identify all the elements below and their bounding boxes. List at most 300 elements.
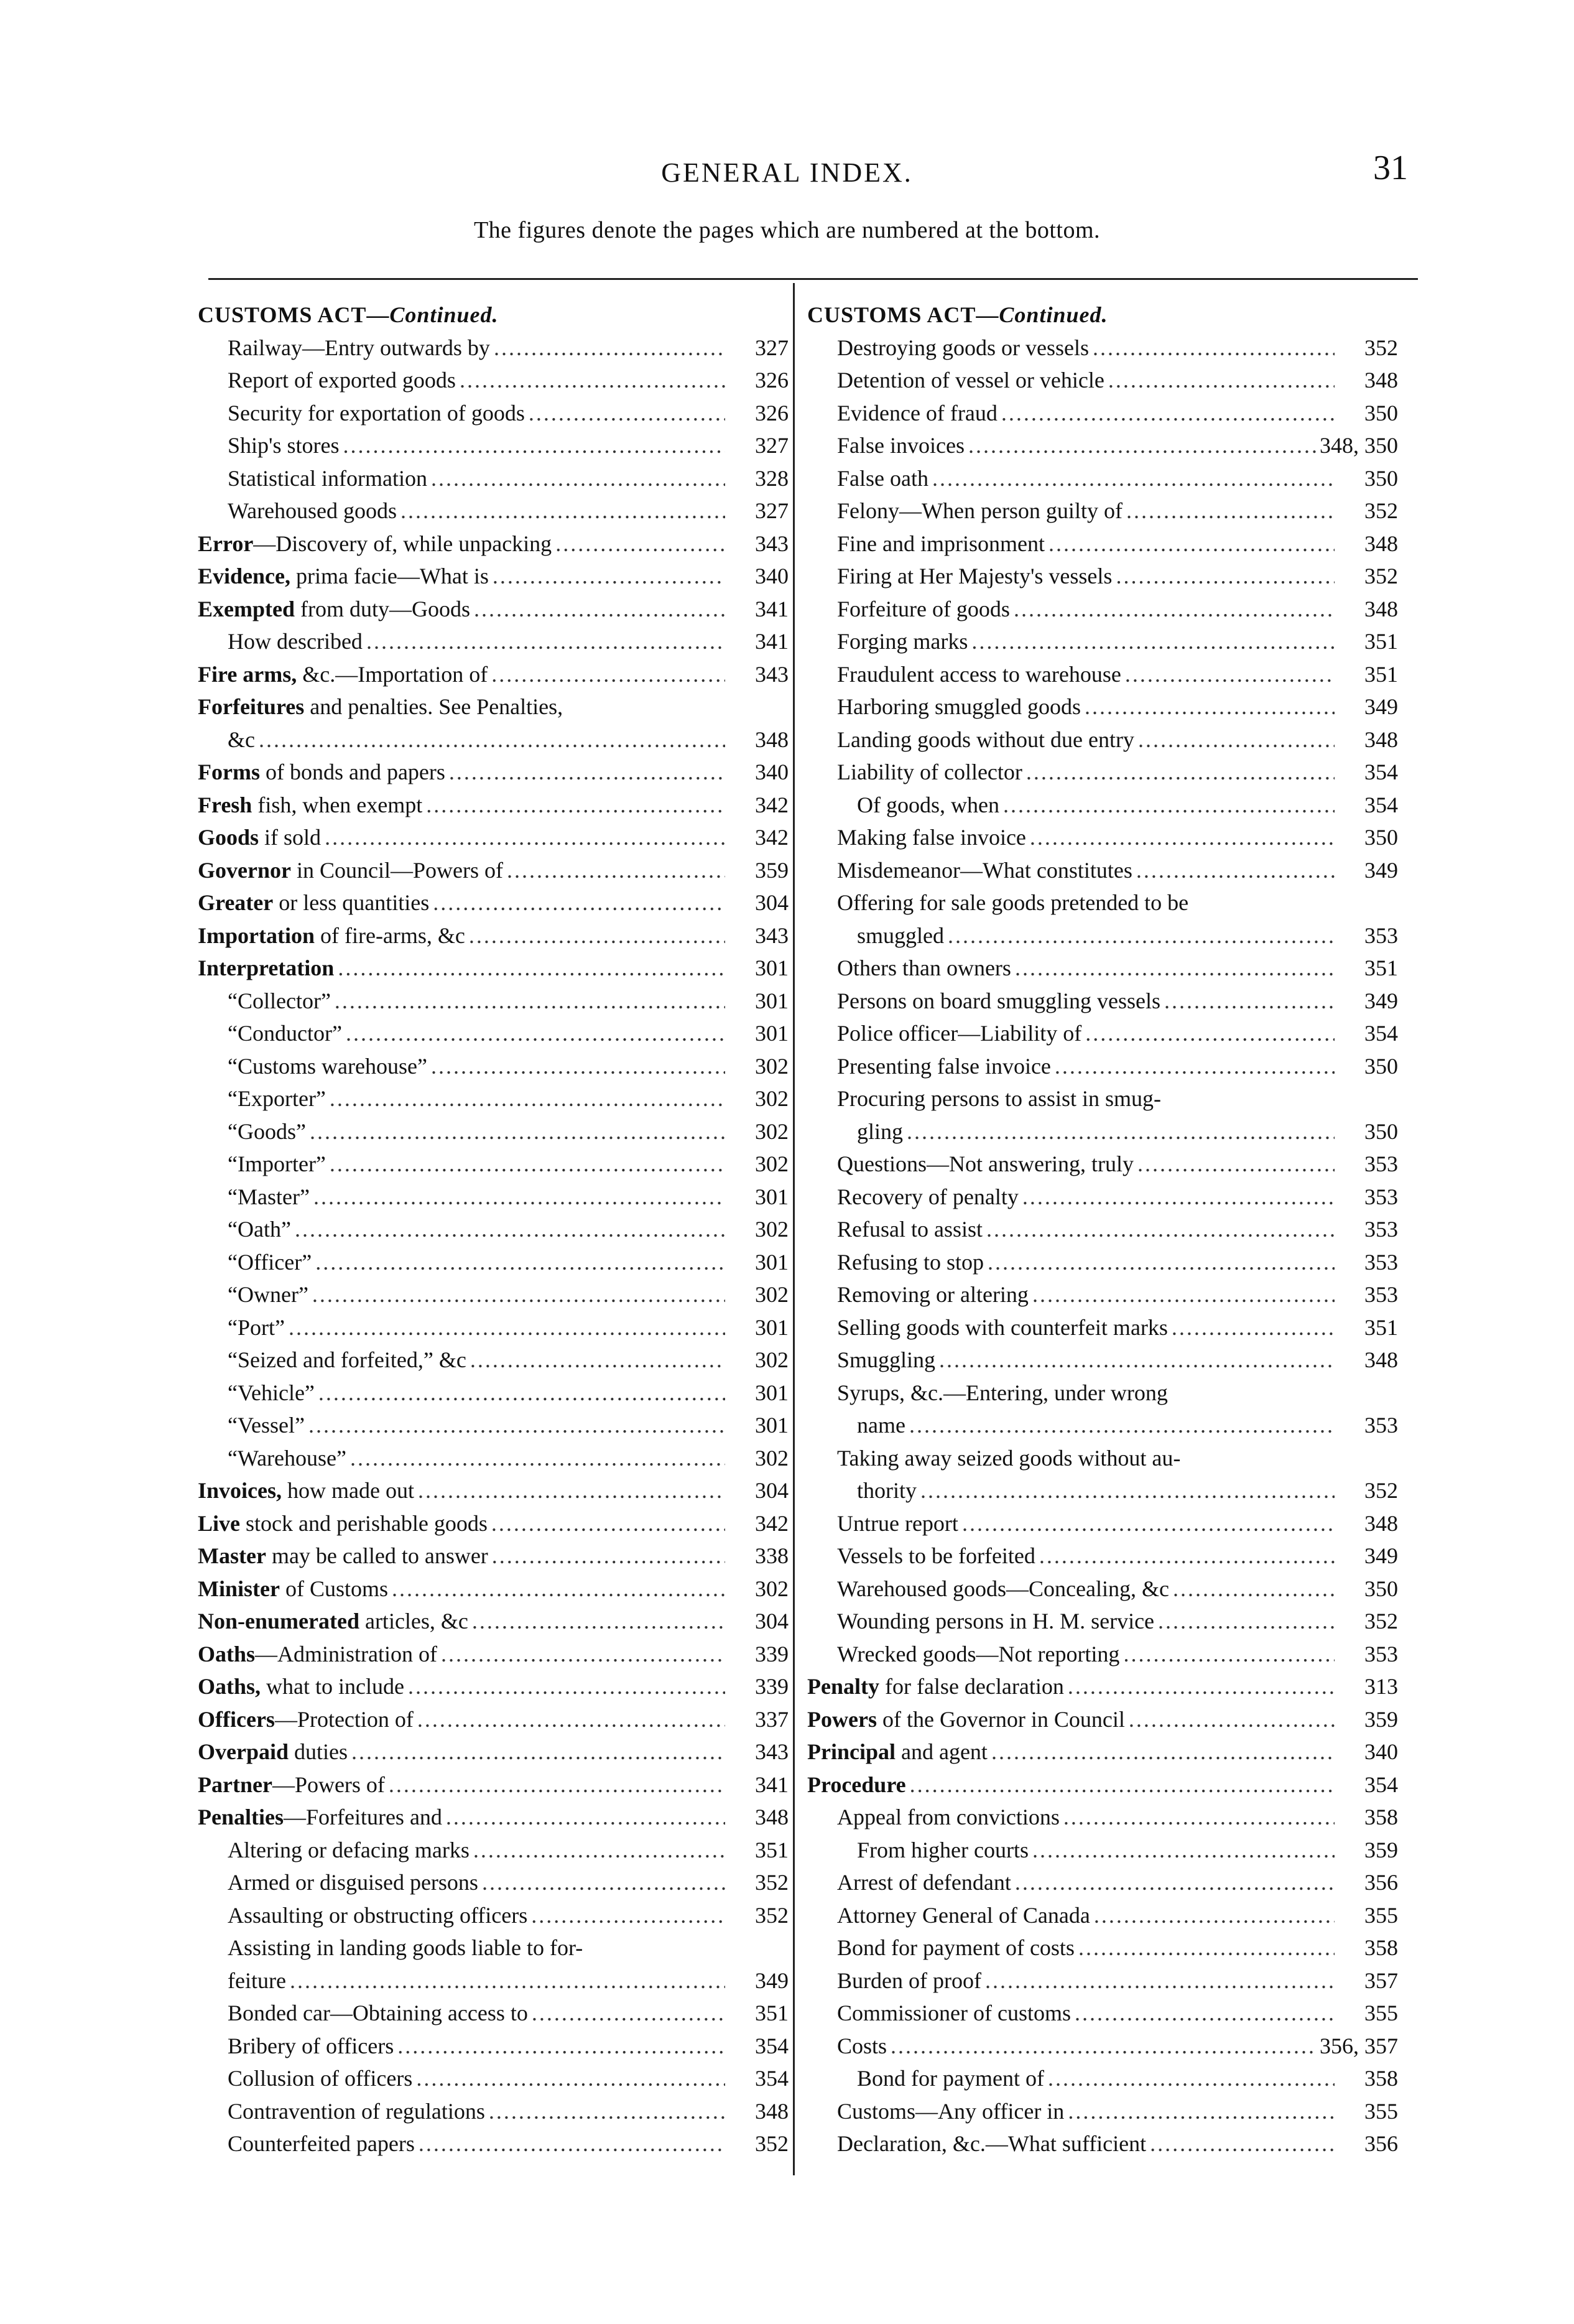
index-entry [807, 886, 1398, 919]
entry-page-number: 301 [755, 1184, 789, 1209]
entry-label: Bonded car—Obtaining access to [228, 2001, 528, 2025]
dot-leader [310, 1115, 725, 1148]
entry-keyword: Governor [198, 857, 291, 883]
entry-page-number: 349 [1364, 1543, 1398, 1568]
entry-page-number: 359 [1364, 1706, 1398, 1732]
index-entry [198, 397, 789, 430]
entry-page-number: 340 [1364, 1739, 1398, 1764]
entry-label: Report of exported goods [228, 368, 456, 393]
entry-text [198, 821, 321, 854]
dot-leader [1022, 1181, 1335, 1214]
entry-page-number: 349 [1364, 988, 1398, 1013]
entry-label: Wounding persons in H. M. service [837, 1609, 1155, 1634]
entry-text [837, 854, 1132, 887]
entry-text [198, 1573, 388, 1606]
entry-label: “Vehicle” [228, 1380, 315, 1405]
dot-leader [968, 429, 1316, 462]
entry-text [837, 1540, 1035, 1573]
entry-label: of bonds and papers [259, 760, 445, 784]
entry-keyword: Evidence, [198, 564, 290, 588]
entry-keyword: Forfeitures [198, 694, 305, 719]
entry-text [837, 462, 928, 495]
index-entry [807, 1278, 1398, 1311]
index-entry [198, 2127, 789, 2160]
index-entry [807, 854, 1398, 887]
index-entry [807, 560, 1398, 593]
entry-page-number: 354 [755, 2033, 789, 2058]
entry-page-number: 351 [755, 1837, 789, 1862]
entry-text [837, 593, 1010, 626]
entry-keyword: Oaths, [198, 1674, 261, 1699]
entry-text [228, 2095, 485, 2128]
index-entry [198, 690, 789, 723]
dot-leader [489, 2095, 725, 2128]
index-entry [198, 528, 789, 560]
entry-page-number: 302 [755, 1347, 789, 1372]
index-entry [198, 756, 789, 789]
dot-leader [419, 2127, 725, 2160]
entry-label: Destroying goods or vessels [837, 335, 1089, 360]
entry-page-number: 352 [755, 1902, 789, 1928]
entry-text [228, 1442, 346, 1475]
index-entry [198, 1181, 789, 1214]
entry-text [198, 854, 503, 887]
dot-leader [1078, 1931, 1335, 1964]
entry-page-number: 351 [755, 2001, 789, 2025]
index-entry [807, 2127, 1398, 2160]
index-entry [807, 1605, 1398, 1638]
entry-label: Selling goods with counterfeit marks [837, 1314, 1168, 1340]
index-entry [198, 1931, 789, 1964]
dot-leader [350, 1442, 725, 1475]
entry-label: of fire-arms, &c [315, 923, 465, 948]
index-entry [807, 2030, 1398, 2063]
entry-text [228, 1311, 285, 1344]
index-entry [198, 1148, 789, 1181]
entry-page-number: 343 [755, 661, 789, 687]
entry-page-number: 354 [1364, 760, 1398, 784]
index-entry [807, 1050, 1398, 1083]
entry-label: Collusion of officers [228, 2066, 413, 2091]
entry-page-number: 348, 350 [1320, 433, 1398, 458]
entry-text [228, 1377, 315, 1410]
entry-label: “Master” [228, 1184, 310, 1209]
entry-page-number: 304 [755, 1478, 789, 1503]
dot-leader [1136, 854, 1335, 887]
entry-label: “Oath” [228, 1217, 291, 1242]
dot-leader [1116, 560, 1335, 593]
dot-leader [529, 397, 725, 430]
entry-label: or less quantities [273, 890, 430, 915]
dot-leader [472, 1605, 725, 1638]
entry-text [837, 723, 1134, 756]
entry-text [228, 332, 490, 365]
entry-page-number: 342 [755, 792, 789, 817]
entry-text [837, 364, 1104, 397]
dot-leader [1085, 690, 1335, 723]
dot-leader [418, 1474, 725, 1507]
entry-keyword: Exempted [198, 596, 295, 621]
index-entry [198, 1605, 789, 1638]
entry-page-number: 350 [1364, 465, 1398, 491]
page-subtitle: The figures denote the pages which are numbered at the bottom. [473, 217, 1101, 243]
index-entry [807, 1115, 1398, 1148]
index-entry [807, 1703, 1398, 1736]
entry-label: Procuring persons to assist in smug- [837, 1086, 1161, 1111]
dot-leader [1048, 2062, 1335, 2095]
index-entry [807, 919, 1398, 952]
entry-label: how made out [282, 1478, 414, 1503]
entry-page-number: 352 [755, 2131, 789, 2156]
entry-keyword: Importation [198, 923, 315, 948]
entry-label: Vessels to be forfeited [837, 1543, 1035, 1568]
entry-text [837, 495, 1123, 528]
entry-text [198, 1605, 468, 1638]
dot-leader [1158, 1605, 1335, 1638]
index-entry [198, 1899, 789, 1932]
entry-label: of the Governor in Council [876, 1706, 1125, 1732]
entry-text [228, 397, 525, 430]
entry-text [837, 1573, 1169, 1606]
entry-page-number: 348 [1364, 596, 1398, 621]
entry-label: Questions—Not answering, truly [837, 1151, 1134, 1176]
index-entry [807, 397, 1398, 430]
dot-leader [397, 2030, 725, 2063]
index-entry [807, 1474, 1398, 1507]
entry-page-number: 352 [1364, 1609, 1398, 1634]
dot-leader [474, 593, 725, 626]
entry-page-number: 301 [755, 1413, 789, 1438]
index-entry [198, 952, 789, 985]
dot-leader [1093, 332, 1335, 365]
dot-leader [1172, 1311, 1335, 1344]
dot-leader [1108, 364, 1335, 397]
entry-label: Ship's stores [228, 433, 340, 458]
dot-leader [1068, 1670, 1335, 1703]
index-entry [807, 1082, 1398, 1115]
entry-page-number: 327 [755, 498, 789, 523]
dot-leader [290, 1964, 725, 1997]
entry-page-number: 356, 357 [1320, 2033, 1398, 2058]
entry-label: “Port” [228, 1314, 285, 1340]
index-entry [198, 1834, 789, 1867]
entry-page-number: 302 [755, 1118, 789, 1144]
dot-leader [1015, 952, 1335, 985]
dot-leader [939, 1344, 1335, 1377]
index-entry [807, 1931, 1398, 1964]
entry-page-number: 349 [1364, 694, 1398, 719]
entry-page-number: 343 [755, 923, 789, 948]
entry-page-number: 355 [1364, 2098, 1398, 2124]
dot-leader [313, 1181, 725, 1214]
entry-text [198, 1703, 414, 1736]
entry-label: False oath [837, 465, 928, 491]
index-entry [198, 1736, 789, 1769]
entry-text [837, 429, 965, 462]
dot-leader [330, 1082, 725, 1115]
entry-text [228, 1899, 527, 1932]
index-entry [807, 528, 1398, 560]
entry-keyword: Partner [198, 1772, 272, 1797]
entry-page-number: 352 [755, 1870, 789, 1895]
dot-leader [312, 1278, 725, 1311]
entry-label: Arrest of defendant [837, 1870, 1011, 1895]
entry-page-number: 350 [1364, 1118, 1398, 1144]
entry-label: fish, when exempt [252, 792, 423, 817]
entry-page-number: 301 [755, 1249, 789, 1275]
entry-text [837, 690, 1081, 723]
index-entry [807, 1377, 1398, 1410]
entry-text [857, 2062, 1044, 2095]
entry-page-number: 304 [755, 890, 789, 915]
index-entry [198, 1278, 789, 1311]
dot-leader [318, 1377, 725, 1410]
index-entry [807, 1736, 1398, 1769]
entry-keyword: Penalties [198, 1805, 284, 1829]
entry-text [837, 1377, 1168, 1410]
dot-leader [366, 625, 725, 658]
entry-keyword: Fire arms, [198, 661, 297, 687]
entry-label: Warehoused goods [228, 498, 397, 523]
entry-label: Forging marks [837, 629, 968, 654]
entry-text [807, 1703, 1125, 1736]
entry-label: from duty—Goods [295, 596, 470, 621]
entry-page-number: 359 [1364, 1837, 1398, 1862]
entry-text [837, 332, 1089, 365]
dot-leader [988, 1246, 1335, 1279]
index-entry [198, 1311, 789, 1344]
entry-label: if sold [259, 825, 322, 850]
entry-page-number: 351 [1364, 629, 1398, 654]
entry-label: Bond for payment of [857, 2066, 1044, 2091]
entry-text [837, 1964, 981, 1997]
entry-text [228, 364, 456, 397]
entry-text [228, 1050, 427, 1083]
dot-leader [507, 854, 725, 887]
entry-text [228, 1409, 305, 1442]
entry-page-number: 350 [1364, 1053, 1398, 1079]
index-entry [198, 1017, 789, 1050]
entry-page-number: 348 [755, 2098, 789, 2124]
entry-text [228, 2030, 394, 2063]
index-entry [198, 1801, 789, 1834]
dot-leader [532, 1997, 725, 2030]
entry-label: Customs—Any officer in [837, 2098, 1065, 2124]
index-entry [198, 1246, 789, 1279]
dot-leader [1150, 2127, 1335, 2160]
entry-page-number: 339 [755, 1674, 789, 1699]
index-column-right [807, 299, 1398, 2160]
entry-label: “Officer” [228, 1249, 312, 1275]
index-entry [198, 1769, 789, 1801]
index-entry [198, 1050, 789, 1083]
entry-label: Refusal to assist [837, 1217, 983, 1242]
entry-text [837, 1605, 1154, 1638]
index-entry [198, 658, 789, 691]
index-entry [807, 2062, 1398, 2095]
entry-page-number: 301 [755, 955, 789, 980]
entry-text [228, 1082, 326, 1115]
entry-label: Police officer—Liability of [837, 1021, 1082, 1046]
entry-page-number: 302 [755, 1151, 789, 1176]
index-entry [807, 1148, 1398, 1181]
entry-keyword: Officers [198, 1706, 275, 1732]
entry-text [228, 1344, 466, 1377]
entry-text [228, 1834, 470, 1867]
entry-text [198, 952, 334, 985]
index-entry [807, 789, 1398, 822]
index-entry [198, 1638, 789, 1671]
index-entry [198, 985, 789, 1018]
entry-label: Removing or altering [837, 1282, 1029, 1307]
dot-leader [1094, 1899, 1335, 1932]
index-entry [807, 1573, 1398, 1606]
entry-text [198, 528, 552, 560]
entry-page-number: 353 [1364, 1184, 1398, 1209]
entry-page-number: 353 [1364, 1282, 1398, 1307]
entry-page-number: 349 [1364, 857, 1398, 883]
dot-leader [971, 625, 1335, 658]
index-entry [807, 1899, 1398, 1932]
dot-leader [1032, 1278, 1335, 1311]
entry-page-number: 313 [1364, 1674, 1398, 1699]
index-entry [198, 1474, 789, 1507]
entry-label: Declaration, &c.—What sufficient [837, 2131, 1147, 2156]
entry-text [198, 789, 422, 822]
entry-label: Taking away seized goods without au- [837, 1445, 1181, 1471]
entry-label: feiture [228, 1968, 286, 1993]
entry-page-number: 353 [1364, 923, 1398, 948]
dot-leader [909, 1409, 1335, 1442]
dot-leader [408, 1670, 725, 1703]
entry-text [228, 1931, 583, 1964]
entry-text [837, 1442, 1180, 1475]
dot-leader [482, 1866, 725, 1899]
index-entry [198, 1213, 789, 1246]
entry-label: Counterfeited papers [228, 2131, 415, 2156]
entry-text [837, 2095, 1064, 2128]
entry-text [228, 1213, 291, 1246]
entry-page-number: 341 [755, 629, 789, 654]
dot-leader [343, 429, 725, 462]
entry-label: what to include [261, 1674, 404, 1699]
dot-leader [1123, 1638, 1335, 1671]
index-entry [807, 1866, 1398, 1899]
entry-text [228, 1866, 478, 1899]
entry-page-number: 304 [755, 1609, 789, 1634]
entry-text [228, 1964, 286, 1997]
dot-leader [460, 364, 725, 397]
entry-page-number: 359 [755, 857, 789, 883]
entry-text [228, 2127, 415, 2160]
entry-label: Altering or defacing marks [228, 1837, 470, 1862]
entry-text [228, 625, 363, 658]
entry-label: Bribery of officers [228, 2033, 394, 2058]
entry-keyword: Penalty [807, 1674, 879, 1699]
index-entry [198, 1507, 789, 1540]
dot-leader [985, 1964, 1335, 1997]
entry-page-number: 343 [755, 531, 789, 556]
entry-label: Commissioner of customs [837, 2001, 1071, 2025]
entry-label: of Customs [279, 1576, 388, 1601]
entry-keyword: Master [198, 1543, 266, 1568]
index-entry [807, 723, 1398, 756]
dot-leader [315, 1246, 725, 1279]
entry-page-number: 351 [1364, 1314, 1398, 1340]
dot-leader [962, 1507, 1335, 1540]
entry-page-number: 353 [1364, 1217, 1398, 1242]
entry-label: “Vessel” [228, 1413, 305, 1438]
index-entry [807, 1017, 1398, 1050]
entry-label: Security for exportation of goods [228, 400, 525, 425]
dot-leader [1129, 1703, 1335, 1736]
dot-leader [491, 1507, 725, 1540]
entry-keyword: Error [198, 531, 254, 556]
entry-label: “Warehouse” [228, 1445, 346, 1471]
entry-label: Detention of vessel or vehicle [837, 368, 1104, 393]
entry-text [837, 2030, 887, 2063]
dot-leader [295, 1213, 725, 1246]
entry-label: and penalties. See Penalties, [304, 694, 563, 719]
index-entry [807, 1997, 1398, 2030]
index-entry [807, 1442, 1398, 1475]
dot-leader [1138, 723, 1335, 756]
entry-text [837, 1213, 983, 1246]
entry-text [837, 1148, 1134, 1181]
entry-keyword: Minister [198, 1576, 280, 1601]
dot-leader [338, 952, 725, 985]
entry-page-number: 353 [1364, 1151, 1398, 1176]
entry-page-number: 339 [755, 1641, 789, 1666]
dot-leader [446, 1801, 725, 1834]
index-entry [807, 658, 1398, 691]
entry-page-number: 342 [755, 1510, 789, 1536]
entry-keyword: Procedure [807, 1772, 906, 1797]
entry-page-number: 340 [755, 760, 789, 784]
heading-text: CUSTOMS ACT—Continued. [807, 302, 1108, 327]
entry-text [857, 1834, 1029, 1867]
entry-page-number: 341 [755, 1772, 789, 1797]
index-entry [807, 1344, 1398, 1377]
entry-text [837, 528, 1045, 560]
index-entry [807, 1409, 1398, 1442]
index-entry [807, 495, 1398, 528]
entry-page-number: 328 [755, 465, 789, 491]
entry-label: How described [228, 629, 363, 654]
entry-page-number: 302 [755, 1086, 789, 1111]
index-entry [198, 429, 789, 462]
entry-page-number: 348 [755, 1805, 789, 1829]
entry-page-number: 352 [1364, 498, 1398, 523]
entry-page-number: 327 [755, 433, 789, 458]
entry-keyword: Goods [198, 825, 259, 850]
dot-leader [400, 495, 725, 528]
entry-page-number: 353 [1364, 1249, 1398, 1275]
entry-text [228, 1278, 308, 1311]
dot-leader [1055, 1050, 1335, 1083]
dot-leader [431, 462, 725, 495]
dot-leader [325, 821, 725, 854]
index-entry [807, 1181, 1398, 1214]
entry-keyword: Forms [198, 760, 260, 784]
index-entry [198, 332, 789, 365]
entry-text [198, 756, 445, 789]
dot-leader [1039, 1540, 1335, 1573]
entry-label: &c.—Importation of [297, 661, 488, 687]
entry-text [198, 658, 488, 691]
entry-text [857, 1115, 903, 1148]
entry-label: in Council—Powers of [290, 857, 503, 883]
